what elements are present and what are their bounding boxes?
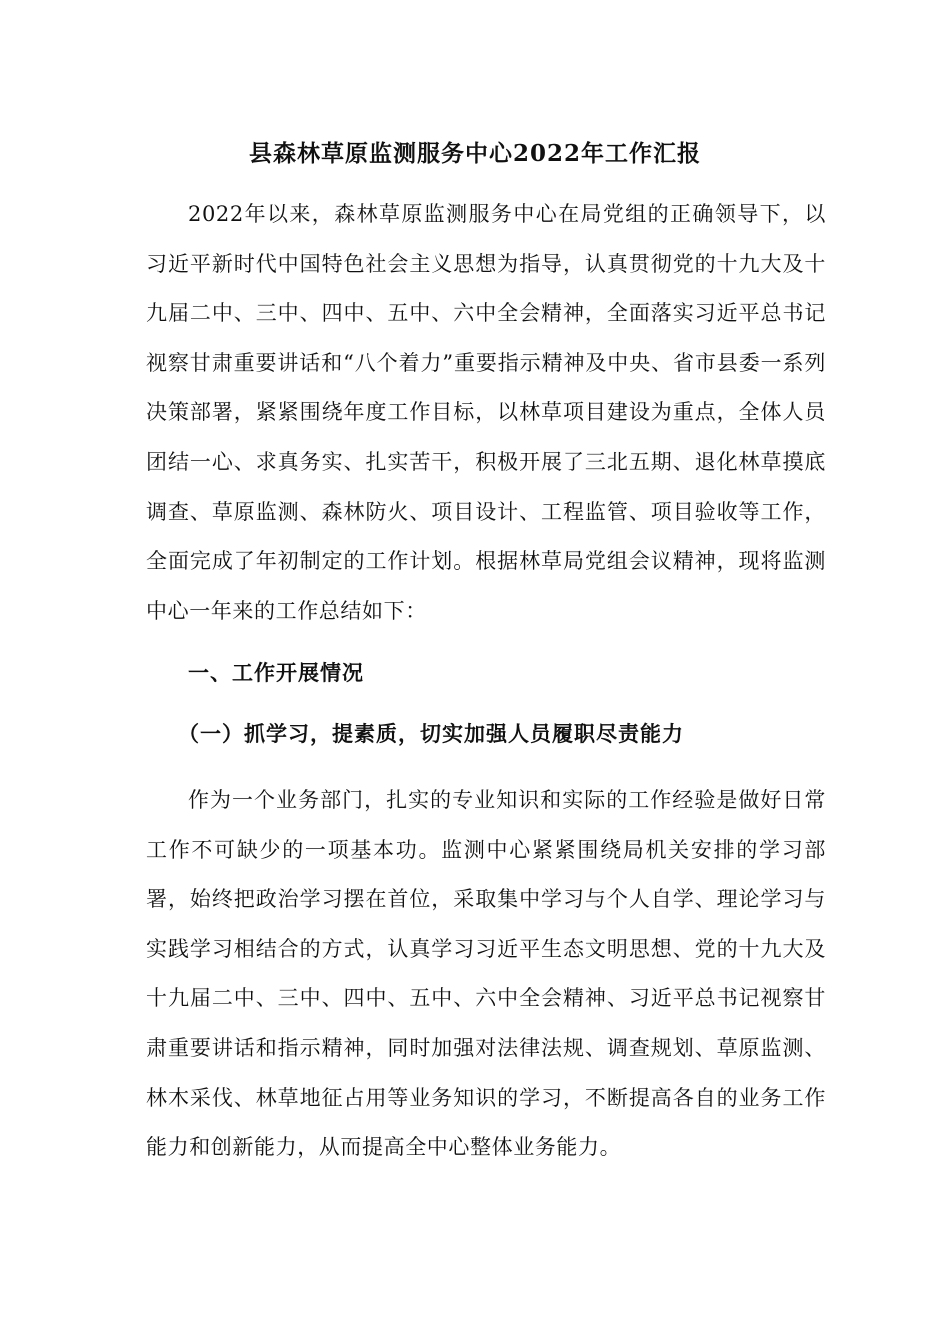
section-heading: 一、工作开展情况 <box>188 660 364 685</box>
subsection-heading: （一）抓学习，提素质，切实加强人员履职尽责能力 <box>178 721 684 746</box>
document-title: 县森林草原监测服务中心2022年工作汇报 <box>248 140 701 167</box>
intro-paragraph: 2022年以来，森林草原监测服务中心在局党组的正确领导下，以习近平新时代中国特色社会主义思想为指导，认真贯彻党的十九大及十九届二中、三中、四中、五中、六中全会精神，全面落实习近平总书记视察甘肃重要讲话和“八个着力”重要指示精神及中央、省市县委一系列决策部署，紧紧围绕年度工作目标，以林草项目建设为重点，全体人员团结一心、求真务实、扎实苦干，积极开展了三北五期、退化林草摸底调查、草原监测、森林防火、项目设计、工程监管、项目验收等工作，全面完成了年初制定的工作计划。根据林草局党组会议精神，现将监测中心一年来的工作总结如下： <box>146 202 826 623</box>
body-paragraph: 作为一个业务部门，扎实的专业知识和实际的工作经验是做好日常工作不可缺少的一项基本功。监测中心紧紧围绕局机关安排的学习部署，始终把政治学习摆在首位，采取集中学习与个人自学、理论学习与实践学习相结合的方式，认真学习习近平生态文明思想、党的十九大及十九届二中、三中、四中、五中、六中全会精神、习近平总书记视察甘肃重要讲话和指示精神，同时加强对法律法规、调查规划、草原监测、林木采伐、林草地征占用等业务知识的学习，不断提高各自的业务工作能力和创新能力，从而提高全中心整体业务能力。 <box>146 788 826 1160</box>
